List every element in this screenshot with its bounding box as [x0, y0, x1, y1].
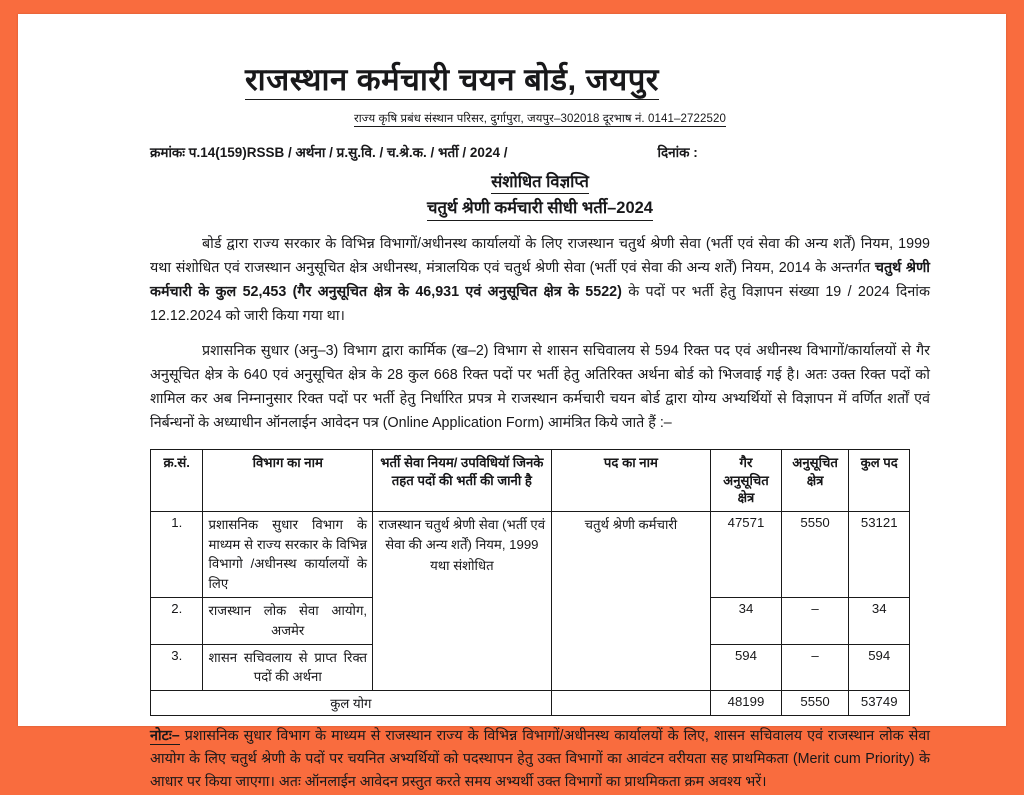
reference-number: क्रमांकः प.14(159)RSSB / अर्थना / प्र.सु.वि. / च.श्रे.क. / भर्ती / 2024 / — [150, 144, 508, 160]
reference-row — [150, 143, 930, 161]
cell-department: शासन सचिवलाय से प्राप्त रिक्त पदों की अर्थना — [203, 644, 373, 691]
organization-address: राज्य कृषि प्रबंध संस्थान परिसर, दुर्गापुरा, जयपुर–302018 दूरभाष नं. 0141–2722520 — [354, 112, 726, 125]
note-block — [150, 725, 930, 794]
table-row — [151, 511, 910, 597]
date-label: दिनांक : — [657, 144, 698, 160]
notice-title-block — [150, 171, 930, 221]
cell-department: राजस्थान लोक सेवा आयोग, अजमेर — [203, 597, 373, 644]
table-head — [151, 450, 910, 512]
cell-serial: 2. — [151, 597, 203, 644]
org-address-wrap — [150, 105, 930, 127]
table-header-row — [151, 450, 910, 512]
paragraph-1-part-b: के पदों पर भर्ती हेतु विज्ञापन संख्या 19 / 2024 दिनांक 12.12.2024 को जारी किया गया था। — [150, 284, 930, 325]
document-content — [150, 62, 930, 795]
org-title-wrap — [150, 62, 930, 100]
cell-total: 34 — [849, 597, 910, 644]
cell-total-label: कुल योग — [151, 691, 552, 716]
th-non-scheduled: गैर अनुसूचित क्षेत्र — [711, 450, 782, 512]
table-total-row — [151, 691, 910, 716]
cell-total: 53121 — [849, 511, 910, 597]
cell-rules: राजस्थान चतुर्थ श्रेणी सेवा (भर्ती एवं सेवा की अन्य शर्तें) नियम, 1999 यथा संशोधित — [373, 511, 552, 690]
cell-scheduled: – — [781, 644, 849, 691]
th-scheduled: अनुसूचित क्षेत्र — [781, 450, 849, 512]
cell-scheduled: – — [781, 597, 849, 644]
th-rules: भर्ती सेवा नियम/ उपविधियॉ जिनके तहत पदों की भर्ती की जानी है — [373, 450, 552, 512]
cell-non-scheduled: 34 — [711, 597, 782, 644]
document-inner-frame — [32, 24, 992, 791]
cell-post-name: चतुर्थ श्रेणी कर्मचारी — [551, 511, 710, 690]
cell-serial: 3. — [151, 644, 203, 691]
th-serial: क्र.सं. — [151, 450, 203, 512]
document-paper — [18, 14, 1006, 791]
paragraph-1-part-a: बोर्ड द्वारा राज्य सरकार के विभिन्न विभागों/अधीनस्थ कार्यालयों के लिए राजस्थान चतुर्थ श्रेणी सेवा (भर्ती एवं सेवा की अन्य शर्तें) नियम, 1999 यथा संशोधित एवं राजस्थान अनुसूचित क्षेत्र अधीनस्थ, मंत्रालयिक एवं चतुर्थ श्रेणी सेवा (भर्ती एवं सेवा की अन्य शर्तें) नियम, 2014 के अन्तर्गत — [150, 236, 930, 277]
cell-serial: 1. — [151, 511, 203, 597]
cell-scheduled: 5550 — [781, 511, 849, 597]
cell-non-scheduled: 594 — [711, 644, 782, 691]
cell-total-scheduled: 5550 — [781, 691, 849, 716]
cell-total: 594 — [849, 644, 910, 691]
th-department: विभाग का नाम — [203, 450, 373, 512]
note-label: नोटः– — [150, 728, 180, 745]
organization-title: राजस्थान कर्मचारी चयन बोर्ड, जयपुर — [245, 62, 659, 100]
cell-total-total: 53749 — [849, 691, 910, 716]
paragraph-2: प्रशासनिक सुधार (अनु–3) विभाग द्वारा कार्मिक (ख–2) विभाग से शासन सचिवालय से 594 रिक्त पद एवं अधीनस्थ विभागों/कार्यालयों से गैर अनुसूचित क्षेत्र के 640 एवं अनुसूचित क्षेत्र के 28 कुल 668 रिक्त पदों पर भर्ती हेतु अतिरिक्त अर्थना बोर्ड को भिजवाई गई है। अतः उक्त रिक्त पदों को शामिल कर अब निम्नानुसार रिक्त पदों पर भर्ती हेतु निर्धारित प्रपत्र मे राजस्थान कर्मचारी चयन बोर्ड द्वारा योग्य अभ्यर्थियों से विज्ञापन में वर्णित शर्तों एवं निर्बन्धनों के अध्याधीन ऑनलाईन आवेदन पत्र (Online Application Form) आमंत्रित किये जाते हैं :– — [150, 343, 930, 432]
notice-title-line1: संशोधित विज्ञप्ति — [491, 171, 589, 194]
vacancy-table — [150, 449, 910, 716]
th-post-name: पद का नाम — [551, 450, 710, 512]
cell-non-scheduled: 47571 — [711, 511, 782, 597]
th-total-posts: कुल पद — [849, 450, 910, 512]
cell-total-non-scheduled: 48199 — [711, 691, 782, 716]
paragraph-1-bold: चतुर्थ श्रेणी कर्मचारी के कुल 52,453 (गैर अनुसूचित क्षेत्र के 46,931 एवं अनुसूचित क्षेत्र के 5522) — [150, 260, 930, 301]
cell-total-blank — [551, 691, 710, 716]
table-body — [151, 511, 910, 715]
cell-department: प्रशासनिक सुधार विभाग के माध्यम से राज्य सरकार के विभिन्न विभागो /अधीनस्थ कार्यालयों के लिए — [203, 511, 373, 597]
paragraph-1 — [150, 232, 930, 328]
notice-title-line2: चतुर्थ श्रेणी कर्मचारी सीधी भर्ती–2024 — [427, 197, 653, 221]
note-text: प्रशासनिक सुधार विभाग के माध्यम से राजस्थान राज्य के विभिन्न विभागों/अधीनस्थ कार्यालयों के लिए, शासन सचिवालय एवं राजस्थान लोक सेवा आयोग के लिए चतुर्थ श्रेणी के पदों पर चयनित अभ्यर्थियों को पदस्थापन हेतु उक्त विभागों का आवंटन वरीयता सह प्राथमिकता (Merit cum Priority) के आधार पर किया जाएगा। अतः ऑनलाईन आवेदन प्रस्तुत करते समय अभ्यर्थी उक्त विभागों का प्राथमिकता क्रम अवश्य भरें। — [150, 728, 930, 791]
